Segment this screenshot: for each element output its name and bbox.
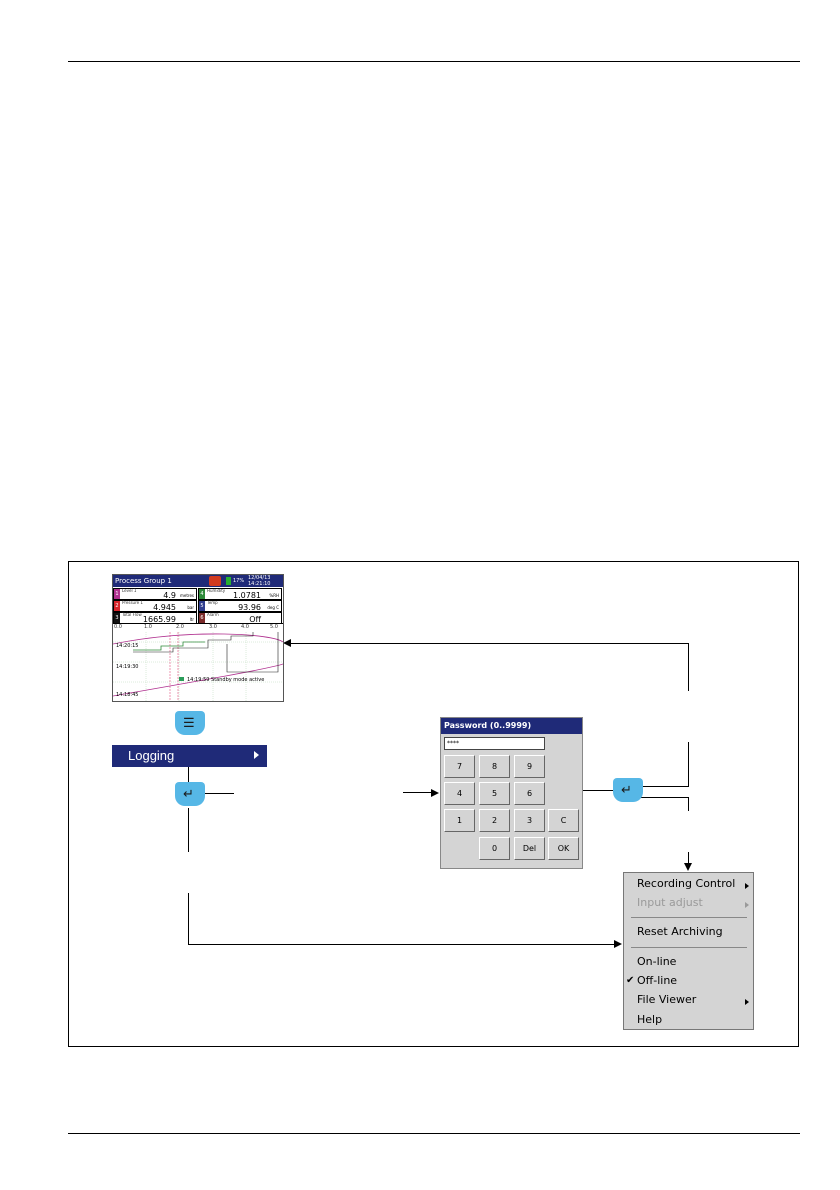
menu-item[interactable]: Recording Control bbox=[637, 877, 736, 890]
screen-header bbox=[113, 575, 283, 587]
channel-number: 4 bbox=[200, 591, 204, 597]
submenu-arrow-icon bbox=[745, 902, 749, 908]
password-input[interactable]: **** bbox=[444, 737, 545, 750]
menu-item[interactable]: On-line bbox=[637, 955, 677, 968]
checkmark-icon: ✔ bbox=[626, 975, 635, 986]
submenu-arrow-icon bbox=[254, 751, 259, 759]
connector bbox=[688, 643, 689, 691]
channel-unit: ltr bbox=[189, 617, 194, 622]
time-label: 14:19:30 bbox=[116, 664, 139, 670]
password-dialog bbox=[440, 717, 583, 869]
channel-label: Level 1 bbox=[122, 588, 137, 593]
logging-context-menu bbox=[623, 872, 754, 1030]
channel-number: 6 bbox=[200, 615, 204, 621]
channel-label: Temp bbox=[207, 600, 218, 605]
submenu-arrow-icon bbox=[745, 999, 749, 1005]
keypad-key[interactable]: 7 bbox=[444, 755, 475, 778]
chart-scale: 0.0 1.0 2.0 3.0 4.0 5.0 bbox=[113, 623, 283, 633]
connector bbox=[188, 767, 189, 783]
channel-number: 1 bbox=[115, 591, 119, 597]
connector bbox=[188, 944, 615, 945]
channel-unit: metres bbox=[179, 593, 194, 598]
channel-number: 2 bbox=[115, 603, 119, 609]
connector bbox=[188, 808, 189, 852]
channel-value: 1.0781 bbox=[233, 591, 261, 600]
menu-separator bbox=[631, 917, 747, 918]
time-label: 14:18:45 bbox=[116, 692, 139, 698]
menu-separator bbox=[631, 947, 747, 948]
menu-icon: ☰ bbox=[183, 715, 195, 730]
keypad-key[interactable]: 5 bbox=[479, 782, 510, 805]
enter-key-icon[interactable] bbox=[175, 782, 205, 806]
keypad-key[interactable]: 8 bbox=[479, 755, 510, 778]
keypad-key[interactable]: OK bbox=[548, 837, 579, 860]
keypad-key[interactable]: 1 bbox=[444, 809, 475, 832]
channel-label: Total Flow bbox=[122, 612, 142, 617]
keypad-key[interactable]: Del bbox=[514, 837, 545, 860]
menu-item[interactable]: Off-line bbox=[637, 974, 678, 987]
channel-unit: %RH bbox=[269, 593, 279, 598]
storage-percent: 17% bbox=[233, 578, 245, 584]
arrow-head bbox=[283, 639, 291, 647]
channel-cell bbox=[198, 588, 282, 600]
menu-item[interactable]: Reset Archiving bbox=[637, 925, 723, 938]
channel-label: Humidity bbox=[207, 588, 226, 593]
submenu-arrow-icon bbox=[745, 883, 749, 889]
logging-menu[interactable] bbox=[112, 745, 267, 767]
channel-unit: deg C bbox=[267, 605, 279, 610]
channel-value: 93.96 bbox=[238, 603, 261, 612]
connector bbox=[403, 792, 433, 793]
trend-chart bbox=[113, 632, 283, 701]
keypad-key[interactable]: 4 bbox=[444, 782, 475, 805]
channel-cell bbox=[113, 600, 197, 612]
connector bbox=[640, 797, 689, 798]
enter-icon: ↵ bbox=[621, 782, 632, 797]
channel-label: Alarm bbox=[207, 612, 219, 617]
screen-title: Process Group 1 bbox=[115, 577, 172, 585]
enter-key-icon[interactable] bbox=[613, 778, 643, 802]
channel-value: 4.945 bbox=[153, 603, 176, 612]
channel-value: 4.9 bbox=[163, 591, 176, 600]
logging-label: Logging bbox=[128, 748, 175, 763]
channel-number: 5 bbox=[200, 603, 204, 609]
channel-cell bbox=[198, 600, 282, 612]
date-time: 12/04/13 14:21:10 bbox=[248, 575, 271, 587]
enter-icon: ↵ bbox=[183, 786, 194, 801]
channel-cell bbox=[113, 588, 197, 600]
recorder-screen bbox=[112, 574, 284, 702]
keypad-key[interactable]: C bbox=[548, 809, 579, 832]
keypad-key[interactable]: 9 bbox=[514, 755, 545, 778]
keypad-key[interactable]: 2 bbox=[479, 809, 510, 832]
arrow-head bbox=[431, 789, 439, 797]
menu-item[interactable]: File Viewer bbox=[637, 993, 697, 1006]
menu-item[interactable]: Help bbox=[637, 1013, 663, 1026]
alarm-bell-icon bbox=[209, 576, 221, 586]
connector bbox=[188, 893, 189, 945]
connector bbox=[204, 793, 234, 794]
time-label: 14:20:15 bbox=[116, 643, 139, 649]
connector bbox=[688, 797, 689, 811]
connector bbox=[583, 790, 617, 791]
storage-level-icon bbox=[226, 577, 231, 585]
channel-value: 1665.99 bbox=[142, 615, 176, 624]
connector bbox=[290, 643, 689, 644]
footer-rule bbox=[68, 1133, 800, 1134]
channel-label: Pressure 1 bbox=[122, 600, 143, 605]
keypad-key[interactable]: 0 bbox=[479, 837, 510, 860]
keypad-key[interactable]: 6 bbox=[514, 782, 545, 805]
arrow-head bbox=[684, 863, 692, 871]
menu-item: Input adjust bbox=[637, 896, 703, 909]
menu-key-icon[interactable] bbox=[175, 711, 205, 735]
keypad-key[interactable]: 3 bbox=[514, 809, 545, 832]
connector bbox=[688, 742, 689, 787]
header-rule bbox=[68, 61, 800, 62]
channel-value: Off bbox=[249, 615, 261, 624]
connector bbox=[640, 786, 689, 787]
channel-unit: bar bbox=[187, 605, 194, 610]
password-dialog-title: Password (0..9999) bbox=[441, 718, 582, 734]
channel-number: 3 bbox=[115, 615, 119, 621]
status-message: 14:19:59 Standby mode active bbox=[179, 677, 264, 683]
arrow-head bbox=[614, 940, 622, 948]
